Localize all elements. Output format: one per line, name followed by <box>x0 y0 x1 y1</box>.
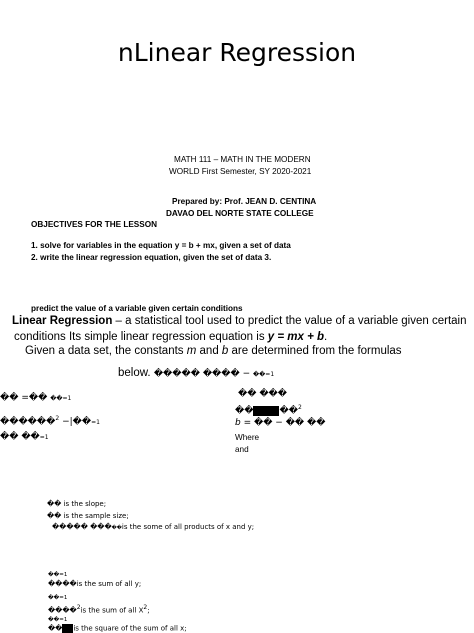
formula-garbled-3-rest: −|�� <box>59 417 92 427</box>
given-text-start: Given a data set, the constants <box>25 345 187 357</box>
legend-products <box>52 523 254 531</box>
legend-sum-y-glyph: ���� <box>48 580 77 588</box>
semester-line: WORLD First Semester, SY 2020-2021 <box>169 167 312 176</box>
formula-garbled-4-sub: =1 <box>39 434 49 441</box>
course-line: MATH 111 – MATH IN THE MODERN <box>174 155 311 164</box>
legend-sum-y-text: is the sum of all y; <box>76 580 142 588</box>
legend-products-glyph: ����� ��� <box>52 523 112 531</box>
definition-line-1 <box>12 315 467 327</box>
formula-garbled-1-sub: ��=1 <box>253 371 275 378</box>
where-label: Where <box>235 433 260 442</box>
legend-sum-x2-glyph-sup: 2 <box>76 604 81 611</box>
formula-garbled-2-sub: ��=1 <box>50 395 72 402</box>
formula-garbled-3: ������ <box>0 417 56 427</box>
given-text-end: are determined from the formulas <box>228 345 402 357</box>
objectives-heading: OBJECTIVES FOR THE LESSON <box>31 220 158 229</box>
legend-sum-x2-text-end: ; <box>147 606 150 615</box>
objective-1: 1. solve for variables in the equation y = b + mx, given a set of data <box>31 241 291 250</box>
legend-slope: �� is the slope; <box>47 500 107 508</box>
formula-garbled-3-sup: 2 <box>55 415 60 422</box>
regression-equation: y = mx + b <box>267 331 325 343</box>
constant-b: b <box>221 345 229 357</box>
legend-square-sum-text: is the square of the sum of all x; <box>73 624 187 633</box>
definition-line-2 <box>14 331 327 343</box>
legend-sum-x2-glyph: ���� <box>48 606 77 615</box>
institution: DAVAO DEL NORTE STATE COLLEGE <box>166 209 314 218</box>
formula-b-line-2-start: �� <box>235 406 254 416</box>
below-line <box>118 367 274 379</box>
legend-sum-x2 <box>48 604 150 614</box>
formula-garbled-2: �� =�� <box>0 393 51 403</box>
objective-2: 2. write the linear regression equation, given the set of data 3. <box>31 253 272 262</box>
formula-b-variable: b <box>235 418 241 428</box>
definition-text: – a statistical tool used to predict the value of a variable given certain <box>112 315 467 327</box>
given-text-mid: and <box>196 345 222 357</box>
square-sum-index: ��=1 <box>48 617 68 623</box>
given-line <box>25 345 402 357</box>
legend-sum-x2-text: is the sum of all X <box>80 606 144 615</box>
formula-m-line-3 <box>0 432 49 442</box>
formula-b-line-2 <box>235 404 302 416</box>
sum-y-index: ��=1 <box>48 572 68 578</box>
legend-products-sub: �� <box>111 525 122 531</box>
sum-x2-index: ��=1 <box>48 595 68 601</box>
formula-garbled-3-sub: =1 <box>91 419 100 426</box>
constant-m: m <box>186 345 197 357</box>
redaction-block <box>253 406 279 416</box>
definition-line-2-end: . <box>324 331 328 343</box>
page-title: nLinear Regression <box>117 38 357 67</box>
formula-m-line-1 <box>0 393 71 403</box>
formula-b-line-2-end: �� <box>279 406 298 416</box>
formula-b-line-2-sup: 2 <box>297 404 302 411</box>
legend-products-text: is the some of all products of x and y; <box>121 523 255 531</box>
legend-sum-y <box>48 580 141 588</box>
legend-sum-x2-text-sup: 2 <box>143 604 148 611</box>
formula-m-line-2 <box>0 415 100 427</box>
formula-b-line-1: �� ��� <box>238 389 288 399</box>
definition-line-2-text: conditions Its simple linear regression equation is <box>14 331 268 343</box>
definition-term: Linear Regression <box>12 315 113 327</box>
formula-b-rest: = �� − �� �� <box>240 418 326 428</box>
objective-3: predict the value of a variable given certain conditions <box>31 304 243 313</box>
formula-garbled-1: ����� ���� − <box>153 369 253 379</box>
legend-sample-size: �� is the sample size; <box>47 512 129 520</box>
formula-garbled-4: �� �� <box>0 432 40 442</box>
formula-b-line-3 <box>235 418 325 428</box>
below-text: below. <box>118 367 151 379</box>
and-label: and <box>235 445 249 454</box>
legend-square-sum-glyph: �� <box>48 624 63 633</box>
prepared-by: Prepared by: Prof. JEAN D. CENTINA <box>172 197 317 206</box>
